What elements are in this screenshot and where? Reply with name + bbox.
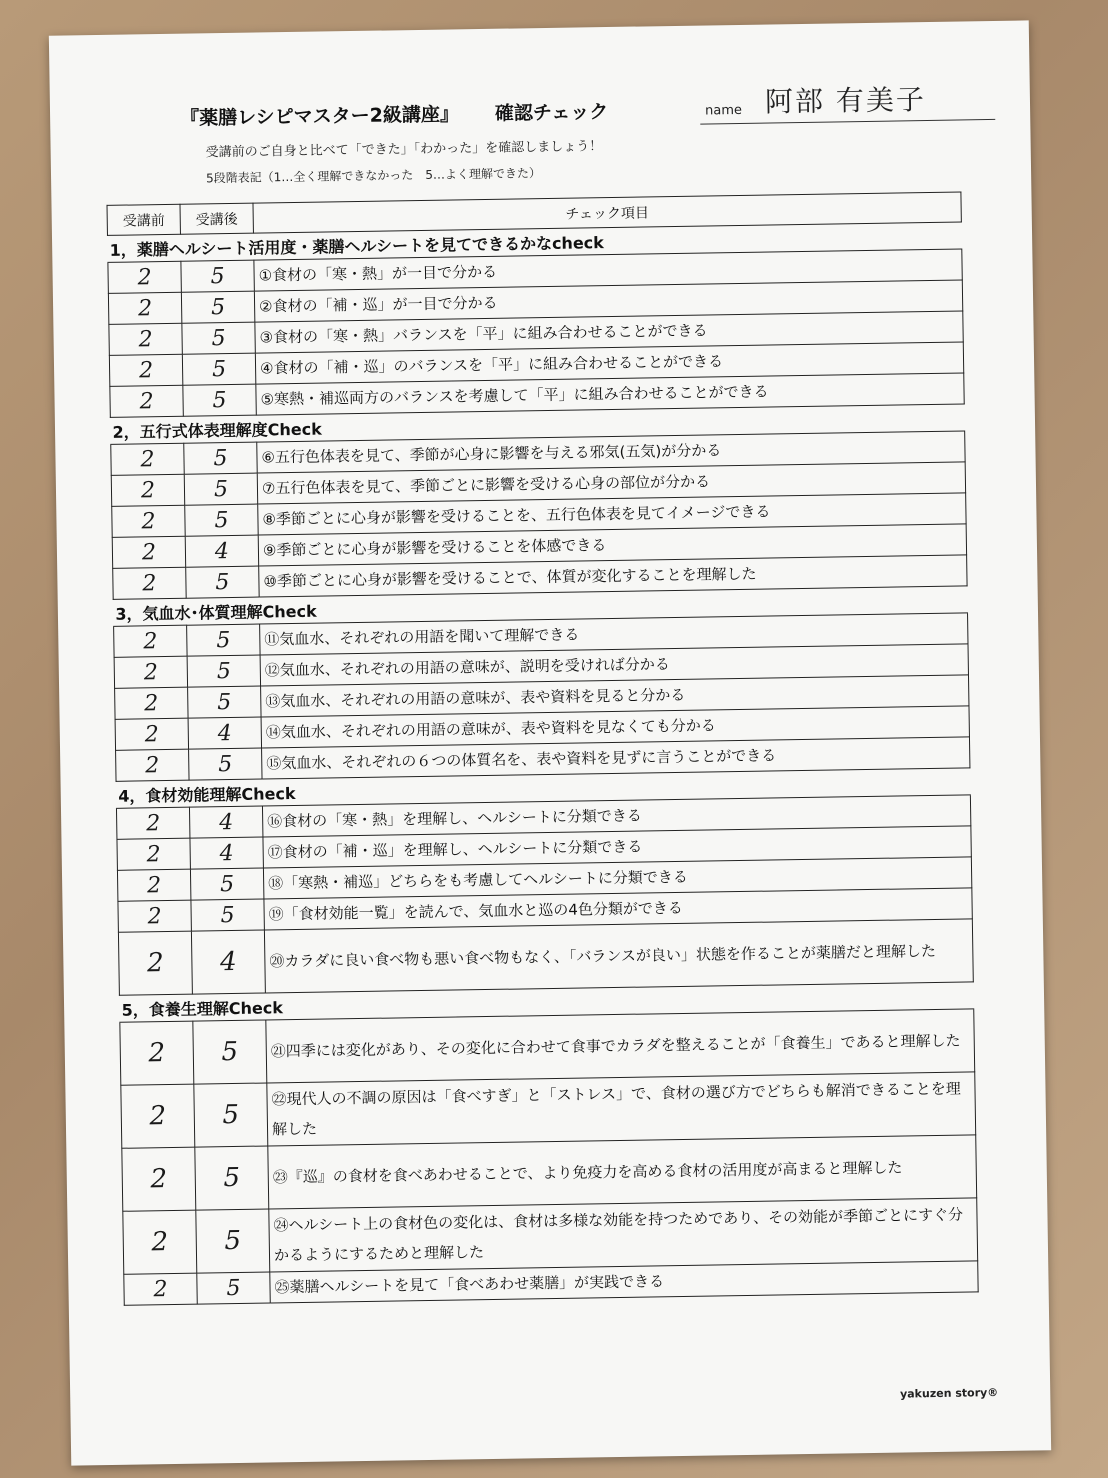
score-before: 2 bbox=[116, 749, 189, 781]
scale-note: 5段階表記（1…全く理解できなかった 5…よく理解できた） bbox=[205, 166, 542, 186]
score-after: 5 bbox=[187, 624, 260, 656]
check-item-text: ⑳カラダに良い食べ物も悪い食べ物もなく、「バランスが良い」状態を作ることが薬膳だと理解した bbox=[264, 919, 973, 993]
score-after: 5 bbox=[183, 384, 256, 416]
check-item-text: ⑱「寒熱・補巡」どちらをも考慮してヘルシートに分類できる bbox=[263, 857, 971, 899]
score-before: 2 bbox=[122, 1147, 196, 1211]
score-after: 5 bbox=[182, 322, 255, 354]
score-after: 5 bbox=[191, 899, 264, 931]
score-after: 5 bbox=[186, 566, 259, 598]
score-after: 5 bbox=[187, 655, 260, 687]
score-before: 2 bbox=[115, 687, 188, 719]
check-item-text: ③食材の「寒・熱」バランスを「平」に組み合わせることができる bbox=[255, 311, 963, 353]
score-after: 5 bbox=[188, 686, 261, 718]
brand-mark: yakuzen story® bbox=[899, 1386, 999, 1401]
score-after: 5 bbox=[196, 1209, 270, 1273]
score-after: 5 bbox=[182, 353, 255, 385]
title-text: 『薬膳レシピマスター2級講座』 bbox=[179, 103, 460, 130]
check-table bbox=[106, 191, 978, 1305]
score-before: 2 bbox=[120, 1021, 194, 1085]
section-title: 5，食養生理解Check bbox=[119, 982, 973, 1022]
score-before: 2 bbox=[114, 625, 187, 657]
score-before: 2 bbox=[108, 292, 181, 324]
name-label: name bbox=[704, 102, 743, 119]
score-after: 4 bbox=[189, 806, 262, 838]
score-before: 2 bbox=[124, 1273, 197, 1305]
score-before: 2 bbox=[118, 931, 192, 995]
check-item-text: ㉓『巡』の食材を食べあわせることで、より免疫力を高める食材の活用度が高まると理解した bbox=[268, 1135, 977, 1209]
check-item-text: ②食材の「補・巡」が一目で分かる bbox=[254, 280, 962, 322]
section-title: 1，薬膳ヘルシート活用度・薬膳ヘルシートを見てできるかなcheck bbox=[107, 222, 961, 262]
instruction-text: 受講前のご自身と比べて「できた」「わかった」を確認しましょう！ bbox=[205, 139, 603, 161]
check-item-text: ⑰食材の「補・巡」を理解し、ヘルシートに分類できる bbox=[263, 826, 971, 868]
score-after: 5 bbox=[189, 748, 262, 780]
score-after: 5 bbox=[184, 473, 257, 505]
score-before: 2 bbox=[114, 656, 187, 688]
check-item-text: ㉔ヘルシート上の食材色の変化は、食材は多様な効能を持つためであり、その効能が季節ごとにすぐ分かるようにするためと理解した bbox=[269, 1198, 978, 1272]
score-before: 2 bbox=[116, 807, 189, 839]
score-after: 5 bbox=[185, 504, 258, 536]
section-title: 4，食材効能理解Check bbox=[116, 768, 970, 808]
score-before: 2 bbox=[118, 900, 191, 932]
score-before: 2 bbox=[110, 385, 183, 417]
check-item-text: ⑨季節ごとに心身が影響を受けることを体感できる bbox=[258, 524, 966, 566]
check-item-text: ㉑四季には変化があり、その変化に合わせて食事でカラダを整えることが「食養生」であると理解した bbox=[266, 1009, 975, 1083]
check-item-text: ⑯食材の「寒・熱」を理解し、ヘルシートに分類できる bbox=[262, 795, 970, 837]
score-after: 5 bbox=[181, 260, 254, 292]
score-before: 2 bbox=[113, 567, 186, 599]
score-after: 5 bbox=[195, 1146, 269, 1210]
column-header-item: チェック項目 bbox=[253, 192, 961, 233]
worksheet-paper bbox=[49, 20, 1051, 1465]
score-after: 5 bbox=[193, 1020, 267, 1084]
score-after: 5 bbox=[184, 442, 257, 474]
check-item-text: ⑤寒熱・補巡両方のバランスを考慮して「平」に組み合わせることができる bbox=[256, 373, 964, 415]
score-after: 5 bbox=[190, 868, 263, 900]
score-before: 2 bbox=[111, 443, 184, 475]
check-item-text: ④食材の「補・巡」のバランスを「平」に組み合わせることができる bbox=[255, 342, 963, 384]
name-underline bbox=[700, 119, 995, 125]
score-before: 2 bbox=[112, 505, 185, 537]
score-after: 4 bbox=[188, 717, 261, 749]
section-title: 3，気血水･体質理解Check bbox=[113, 586, 967, 626]
score-after: 4 bbox=[185, 535, 258, 567]
check-item-text: ⑫気血水、それぞれの用語の意味が、説明を受ければ分かる bbox=[260, 644, 968, 686]
score-after: 4 bbox=[191, 930, 265, 994]
title-check-text: 確認チェック bbox=[494, 101, 609, 125]
score-before: 2 bbox=[111, 474, 184, 506]
check-item-text: ⑲「食材効能一覧」を読んで、気血水と巡の4色分類ができる bbox=[264, 888, 972, 930]
check-item-text: ⑥五行色体表を見て、季節が心身に影響を与える邪気(五気)が分かる bbox=[257, 431, 965, 473]
score-after: 4 bbox=[190, 837, 263, 869]
page-title bbox=[180, 97, 609, 131]
score-before: 2 bbox=[108, 261, 181, 293]
score-before: 2 bbox=[112, 536, 185, 568]
check-item-text: ⑦五行色体表を見て、季節ごとに影響を受ける心身の部位が分かる bbox=[257, 462, 965, 504]
name-handwritten: 阿部 有美子 bbox=[764, 83, 927, 119]
column-header-after: 受講後 bbox=[180, 203, 253, 234]
check-item-text: ①食材の「寒・熱」が一目で分かる bbox=[254, 249, 962, 291]
check-item-text: ㉕薬膳ヘルシートを見て「食べあわせ薬膳」が実践できる bbox=[270, 1261, 978, 1303]
check-item-text: ㉒現代人の不調の原因は「食べすぎ」と「ストレス」で、食材の選び方でどちらも解消できることを理解した bbox=[267, 1072, 976, 1146]
score-after: 5 bbox=[197, 1272, 270, 1304]
check-item-text: ⑪気血水、それぞれの用語を聞いて理解できる bbox=[260, 613, 968, 655]
check-item-text: ⑧季節ごとに心身が影響を受けることを、五行色体表を見てイメージできる bbox=[258, 493, 966, 535]
score-before: 2 bbox=[109, 323, 182, 355]
score-before: 2 bbox=[115, 718, 188, 750]
section-title: 2，五行式体表理解度Check bbox=[110, 404, 964, 444]
check-item-text: ⑮気血水、それぞれの６つの体質名を、表や資料を見ずに言うことができる bbox=[262, 737, 970, 779]
score-before: 2 bbox=[117, 838, 190, 870]
score-before: 2 bbox=[109, 354, 182, 386]
score-before: 2 bbox=[123, 1210, 197, 1274]
column-header-before: 受講前 bbox=[107, 204, 180, 235]
score-before: 2 bbox=[121, 1084, 195, 1148]
check-item-text: ⑩季節ごとに心身が影響を受けることで、体質が変化することを理解した bbox=[259, 555, 967, 597]
check-item-text: ⑬気血水、それぞれの用語の意味が、表や資料を見ると分かる bbox=[261, 675, 969, 717]
score-after: 5 bbox=[181, 291, 254, 323]
check-item-text: ⑭気血水、それぞれの用語の意味が、表や資料を見なくても分かる bbox=[261, 706, 969, 748]
score-before: 2 bbox=[117, 869, 190, 901]
score-after: 5 bbox=[194, 1083, 268, 1147]
